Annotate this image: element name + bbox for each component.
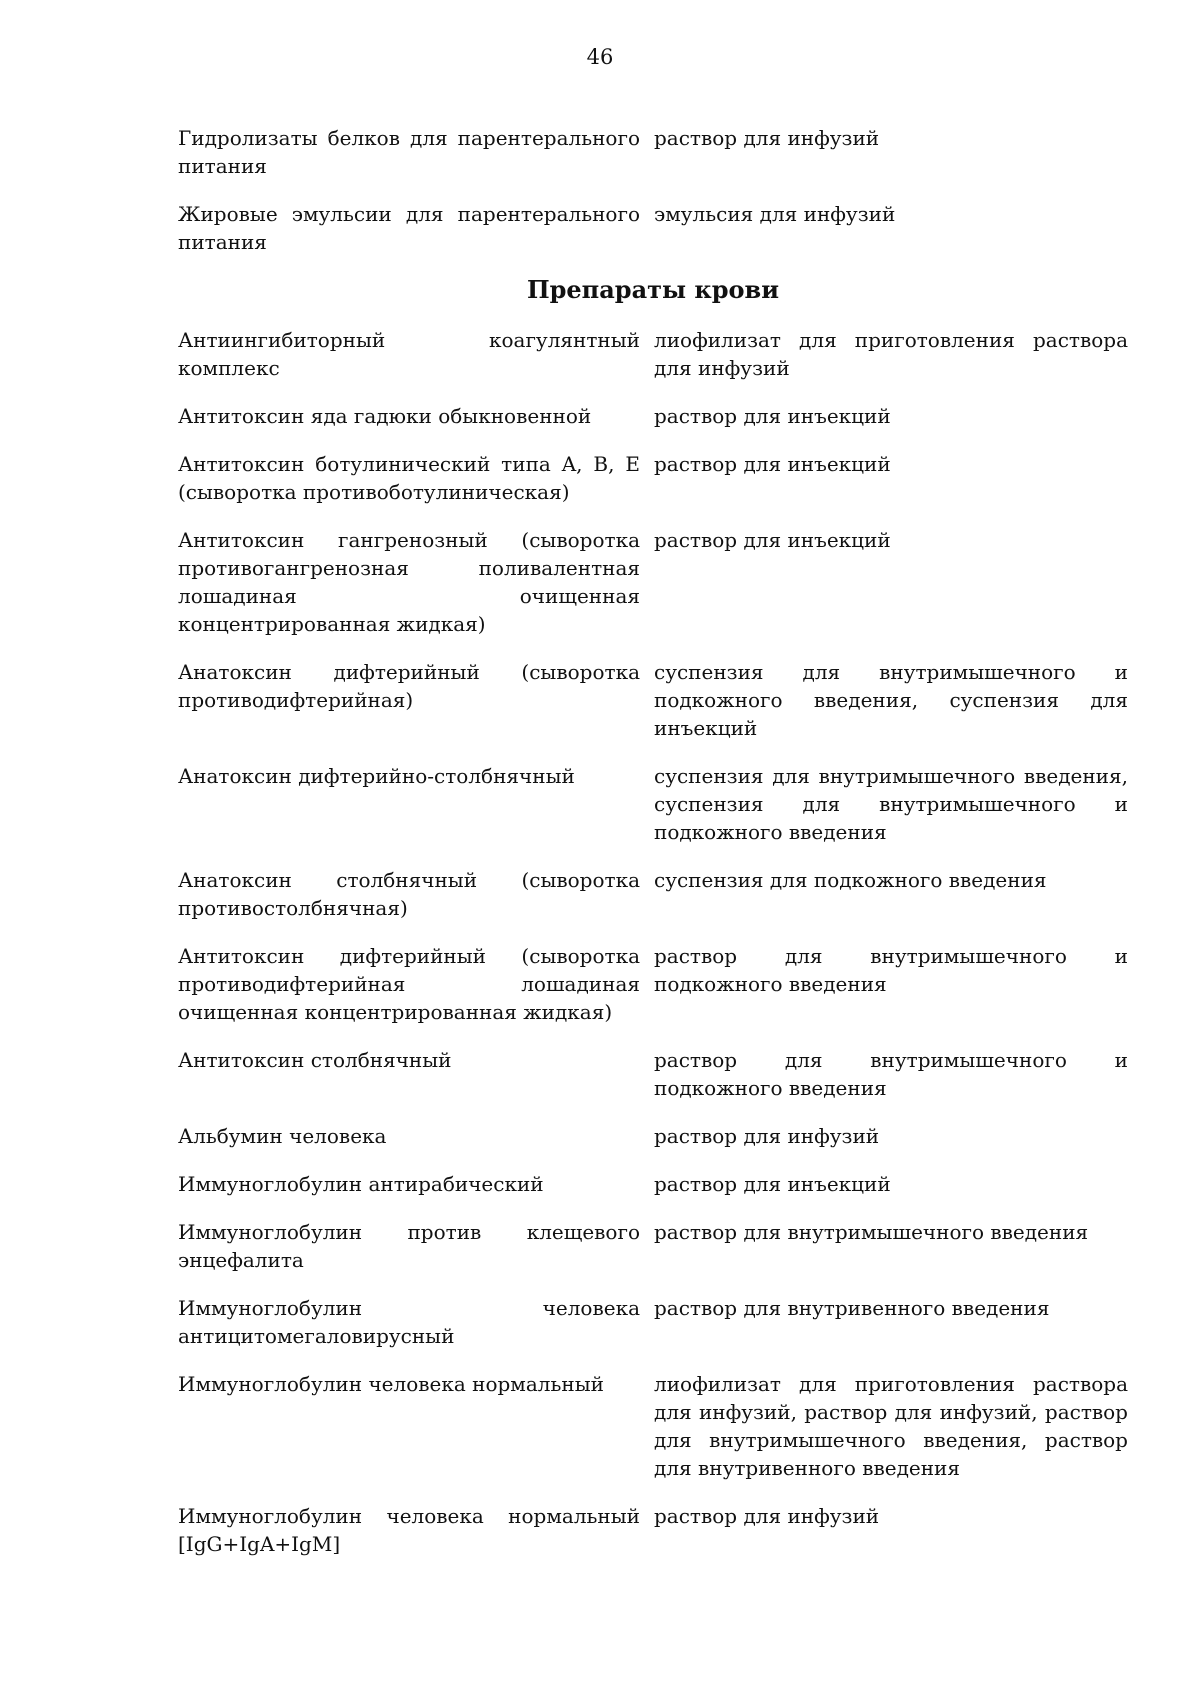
drug-name: Альбумин человека xyxy=(178,1124,387,1148)
table-row xyxy=(178,1370,1128,1482)
dosage-form: раствор для инъекций xyxy=(654,528,891,552)
dosage-form: раствор для инфузий xyxy=(654,126,880,150)
table-row xyxy=(178,326,1128,382)
drug-name: Жировые эмульсии для парентерального питания xyxy=(178,202,640,254)
drug-name: Иммуноглобулин человека нормальный [IgG+IgA+IgM] xyxy=(178,1504,640,1556)
dosage-form: лиофилизат для приготовления раствора для инфузий xyxy=(654,328,1128,380)
table-row xyxy=(178,1046,1128,1102)
drug-name: Антиингибиторный коагулянтный комплекс xyxy=(178,328,640,380)
table-row xyxy=(178,402,1128,430)
dosage-form: суспензия для внутримышечного и подкожного введения, суспензия для инъекций xyxy=(654,660,1128,740)
table-row xyxy=(178,762,1128,846)
dosage-form: раствор для внутривенного введения xyxy=(654,1296,1050,1320)
table-row xyxy=(178,526,1128,638)
dosage-form: раствор для внутримышечного и подкожного введения xyxy=(654,1048,1128,1100)
page-number: 46 xyxy=(586,45,614,69)
table-row xyxy=(178,200,1128,256)
table-row xyxy=(178,658,1128,742)
drug-name: Антитоксин гангренозный (сыворотка противогангренозная поливалентная лошадиная очищенная концентрированная жидкая) xyxy=(178,528,640,636)
table-row xyxy=(178,1218,1128,1274)
dosage-form: раствор для инфузий xyxy=(654,1504,880,1528)
drug-name: Иммуноглобулин против клещевого энцефалита xyxy=(178,1220,640,1272)
drug-list xyxy=(178,124,1128,1558)
table-row xyxy=(178,1170,1128,1198)
table-row xyxy=(178,1122,1128,1150)
table-row xyxy=(178,450,1128,506)
table-row xyxy=(178,866,1128,922)
drug-name: Гидролизаты белков для парентерального питания xyxy=(178,126,640,178)
drug-name: Антитоксин ботулинический типа A, B, E (сыворотка противоботулиническая) xyxy=(178,452,640,504)
section-title: Препараты крови xyxy=(526,275,780,304)
dosage-form: раствор для внутримышечного и подкожного введения xyxy=(654,944,1128,996)
drug-name: Иммуноглобулин человека антицитомегаловирусный xyxy=(178,1296,640,1348)
table-row xyxy=(178,1294,1128,1350)
dosage-form: раствор для инъекций xyxy=(654,404,891,428)
dosage-form: раствор для инъекций xyxy=(654,452,891,476)
table-row xyxy=(178,124,1128,180)
drug-name: Антитоксин яда гадюки обыкновенной xyxy=(178,404,592,428)
dosage-form: раствор для инфузий xyxy=(654,1124,880,1148)
dosage-form: суспензия для подкожного введения xyxy=(654,868,1047,892)
drug-name: Иммуноглобулин человека нормальный xyxy=(178,1372,604,1396)
drug-name: Анатоксин столбнячный (сыворотка противостолбнячная) xyxy=(178,868,640,920)
dosage-form: суспензия для внутримышечного введения, суспензия для внутримышечного и подкожного введения xyxy=(654,764,1128,844)
drug-name: Иммуноглобулин антирабический xyxy=(178,1172,544,1196)
drug-name: Антитоксин дифтерийный (сыворотка противодифтерийная лошадиная очищенная концентрированная жидкая) xyxy=(178,944,640,1024)
table-row xyxy=(178,942,1128,1026)
dosage-form: лиофилизат для приготовления раствора для инфузий, раствор для инфузий, раствор для внутримышечного введения, раствор для внутривенного введения xyxy=(654,1372,1128,1480)
dosage-form: эмульсия для инфузий xyxy=(654,202,896,226)
table-row xyxy=(178,1502,1128,1558)
drug-name: Анатоксин дифтерийный (сыворотка противодифтерийная) xyxy=(178,660,640,712)
dosage-form: раствор для инъекций xyxy=(654,1172,891,1196)
dosage-form: раствор для внутримышечного введения xyxy=(654,1220,1089,1244)
drug-name: Анатоксин дифтерийно-столбнячный xyxy=(178,764,575,788)
drug-name: Антитоксин столбнячный xyxy=(178,1048,452,1072)
